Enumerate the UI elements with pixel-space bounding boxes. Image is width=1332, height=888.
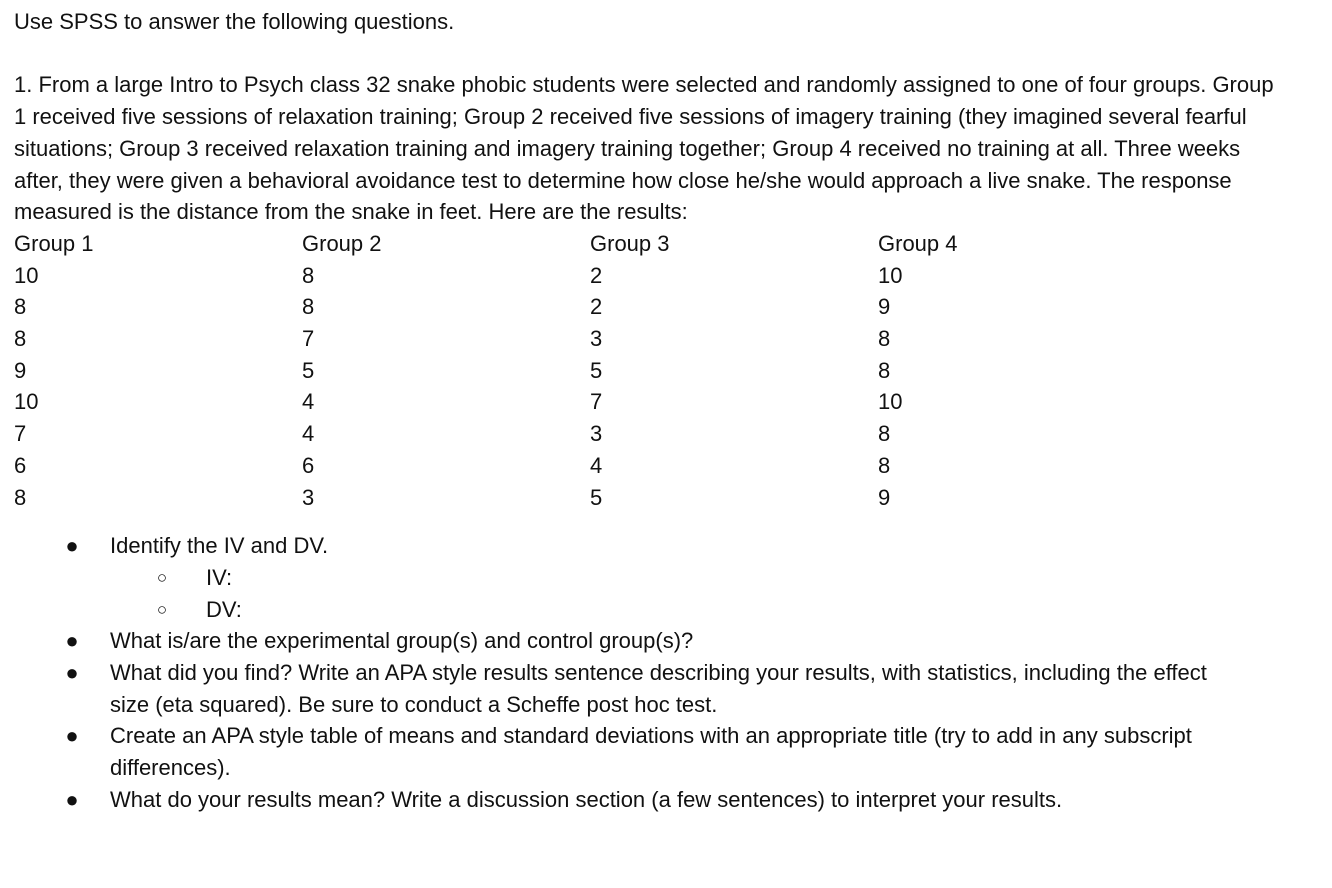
table-cell: 2 xyxy=(590,294,603,320)
table-cell: 8 xyxy=(302,294,315,320)
header-group-2: Group 2 xyxy=(302,230,382,256)
header-group-3: Group 3 xyxy=(590,230,670,256)
table-cell: 5 xyxy=(590,484,603,510)
table-row xyxy=(14,418,1166,450)
identify-text: Identify the IV and DV. xyxy=(110,533,329,559)
table-row xyxy=(14,450,1166,482)
table-cell: 5 xyxy=(590,357,603,383)
list-item xyxy=(14,625,1250,657)
table-cell: 5 xyxy=(302,357,315,383)
table-row xyxy=(14,291,1166,323)
table-row xyxy=(14,260,1166,292)
table-cell: 7 xyxy=(302,326,315,352)
meaning-question: What do your results mean? Write a discussion section (a few sentences) to interpret your results. xyxy=(110,786,1063,812)
table-cell: 4 xyxy=(590,452,603,478)
sub-list xyxy=(110,562,1250,625)
table-row xyxy=(14,323,1166,355)
table-cell: 8 xyxy=(878,326,891,352)
dv-label: DV: xyxy=(206,596,242,622)
table-cell: 4 xyxy=(302,421,315,447)
table-cell: 10 xyxy=(878,262,903,288)
table-cell: 9 xyxy=(878,484,891,510)
bullet-icon: ● xyxy=(65,533,79,559)
table-cell: 3 xyxy=(590,421,603,447)
table-cell: 9 xyxy=(878,294,891,320)
table-cell: 3 xyxy=(302,484,315,510)
results-table xyxy=(14,228,1166,513)
table-cell: 8 xyxy=(14,326,27,352)
table-cell: 2 xyxy=(590,262,603,288)
table-cell: 8 xyxy=(878,421,891,447)
circle-bullet-icon: ○ xyxy=(156,567,168,587)
table-cell: 8 xyxy=(302,262,315,288)
table-row xyxy=(14,482,1166,514)
circle-bullet-icon: ○ xyxy=(156,599,168,619)
list-item xyxy=(14,784,1250,816)
bullet-icon: ● xyxy=(65,786,79,812)
instructions-text: Use SPSS to answer the following questions. xyxy=(14,9,455,34)
table-header-row xyxy=(14,228,1166,260)
document-body xyxy=(14,6,1314,816)
question-1-text: 1. From a large Intro to Psych class 32 snake phobic students were selected and randomly assigned to one of four groups. Group 1 received five sessions of relaxation training; Group 2 received five sessions of imagery training (they imagined several fearful situations; Group 3 received relaxation training and imagery training together; Group 4 received no training at all. Three weeks after, they were given a behavioral avoidance test to determine how close he/she would approach a live snake. The response measured is the distance from the snake in feet. Here are the results: xyxy=(14,72,1274,225)
table-cell: 6 xyxy=(14,452,27,478)
table-row xyxy=(14,355,1166,387)
table-cell: 8 xyxy=(14,484,27,510)
bullet-icon: ● xyxy=(65,723,79,749)
table-cell: 3 xyxy=(590,326,603,352)
header-group-1: Group 1 xyxy=(14,230,94,256)
table-cell: 7 xyxy=(14,421,27,447)
table-cell: 8 xyxy=(878,452,891,478)
table-cell: 8 xyxy=(878,357,891,383)
header-group-4: Group 4 xyxy=(878,230,958,256)
table-question: Create an APA style table of means and standard deviations with an appropriate title (try to add in any subscript differences). xyxy=(110,723,1192,781)
table-cell: 6 xyxy=(302,452,315,478)
table-row xyxy=(14,386,1166,418)
table-cell: 10 xyxy=(878,389,903,415)
list-item xyxy=(14,720,1250,783)
bullet-icon: ● xyxy=(65,660,79,686)
sub-list-item xyxy=(110,562,1250,594)
table-cell: 10 xyxy=(14,389,39,415)
table-cell: 9 xyxy=(14,357,27,383)
table-cell: 7 xyxy=(590,389,603,415)
iv-label: IV: xyxy=(206,564,233,590)
blank-line xyxy=(14,38,1314,70)
table-cell: 4 xyxy=(302,389,315,415)
list-item xyxy=(14,530,1250,625)
table-cell: 10 xyxy=(14,262,39,288)
findings-question: What did you find? Write an APA style results sentence describing your results, with statistics, including the effect size (eta squared). Be sure to conduct a Scheffe post hoc test. xyxy=(110,660,1207,717)
list-item xyxy=(14,657,1250,720)
groups-question: What is/are the experimental group(s) and control group(s)? xyxy=(110,628,694,654)
bullet-icon: ● xyxy=(65,628,79,654)
table-cell: 8 xyxy=(14,294,27,320)
sub-list-item xyxy=(110,594,1250,626)
question-list xyxy=(14,530,1314,815)
